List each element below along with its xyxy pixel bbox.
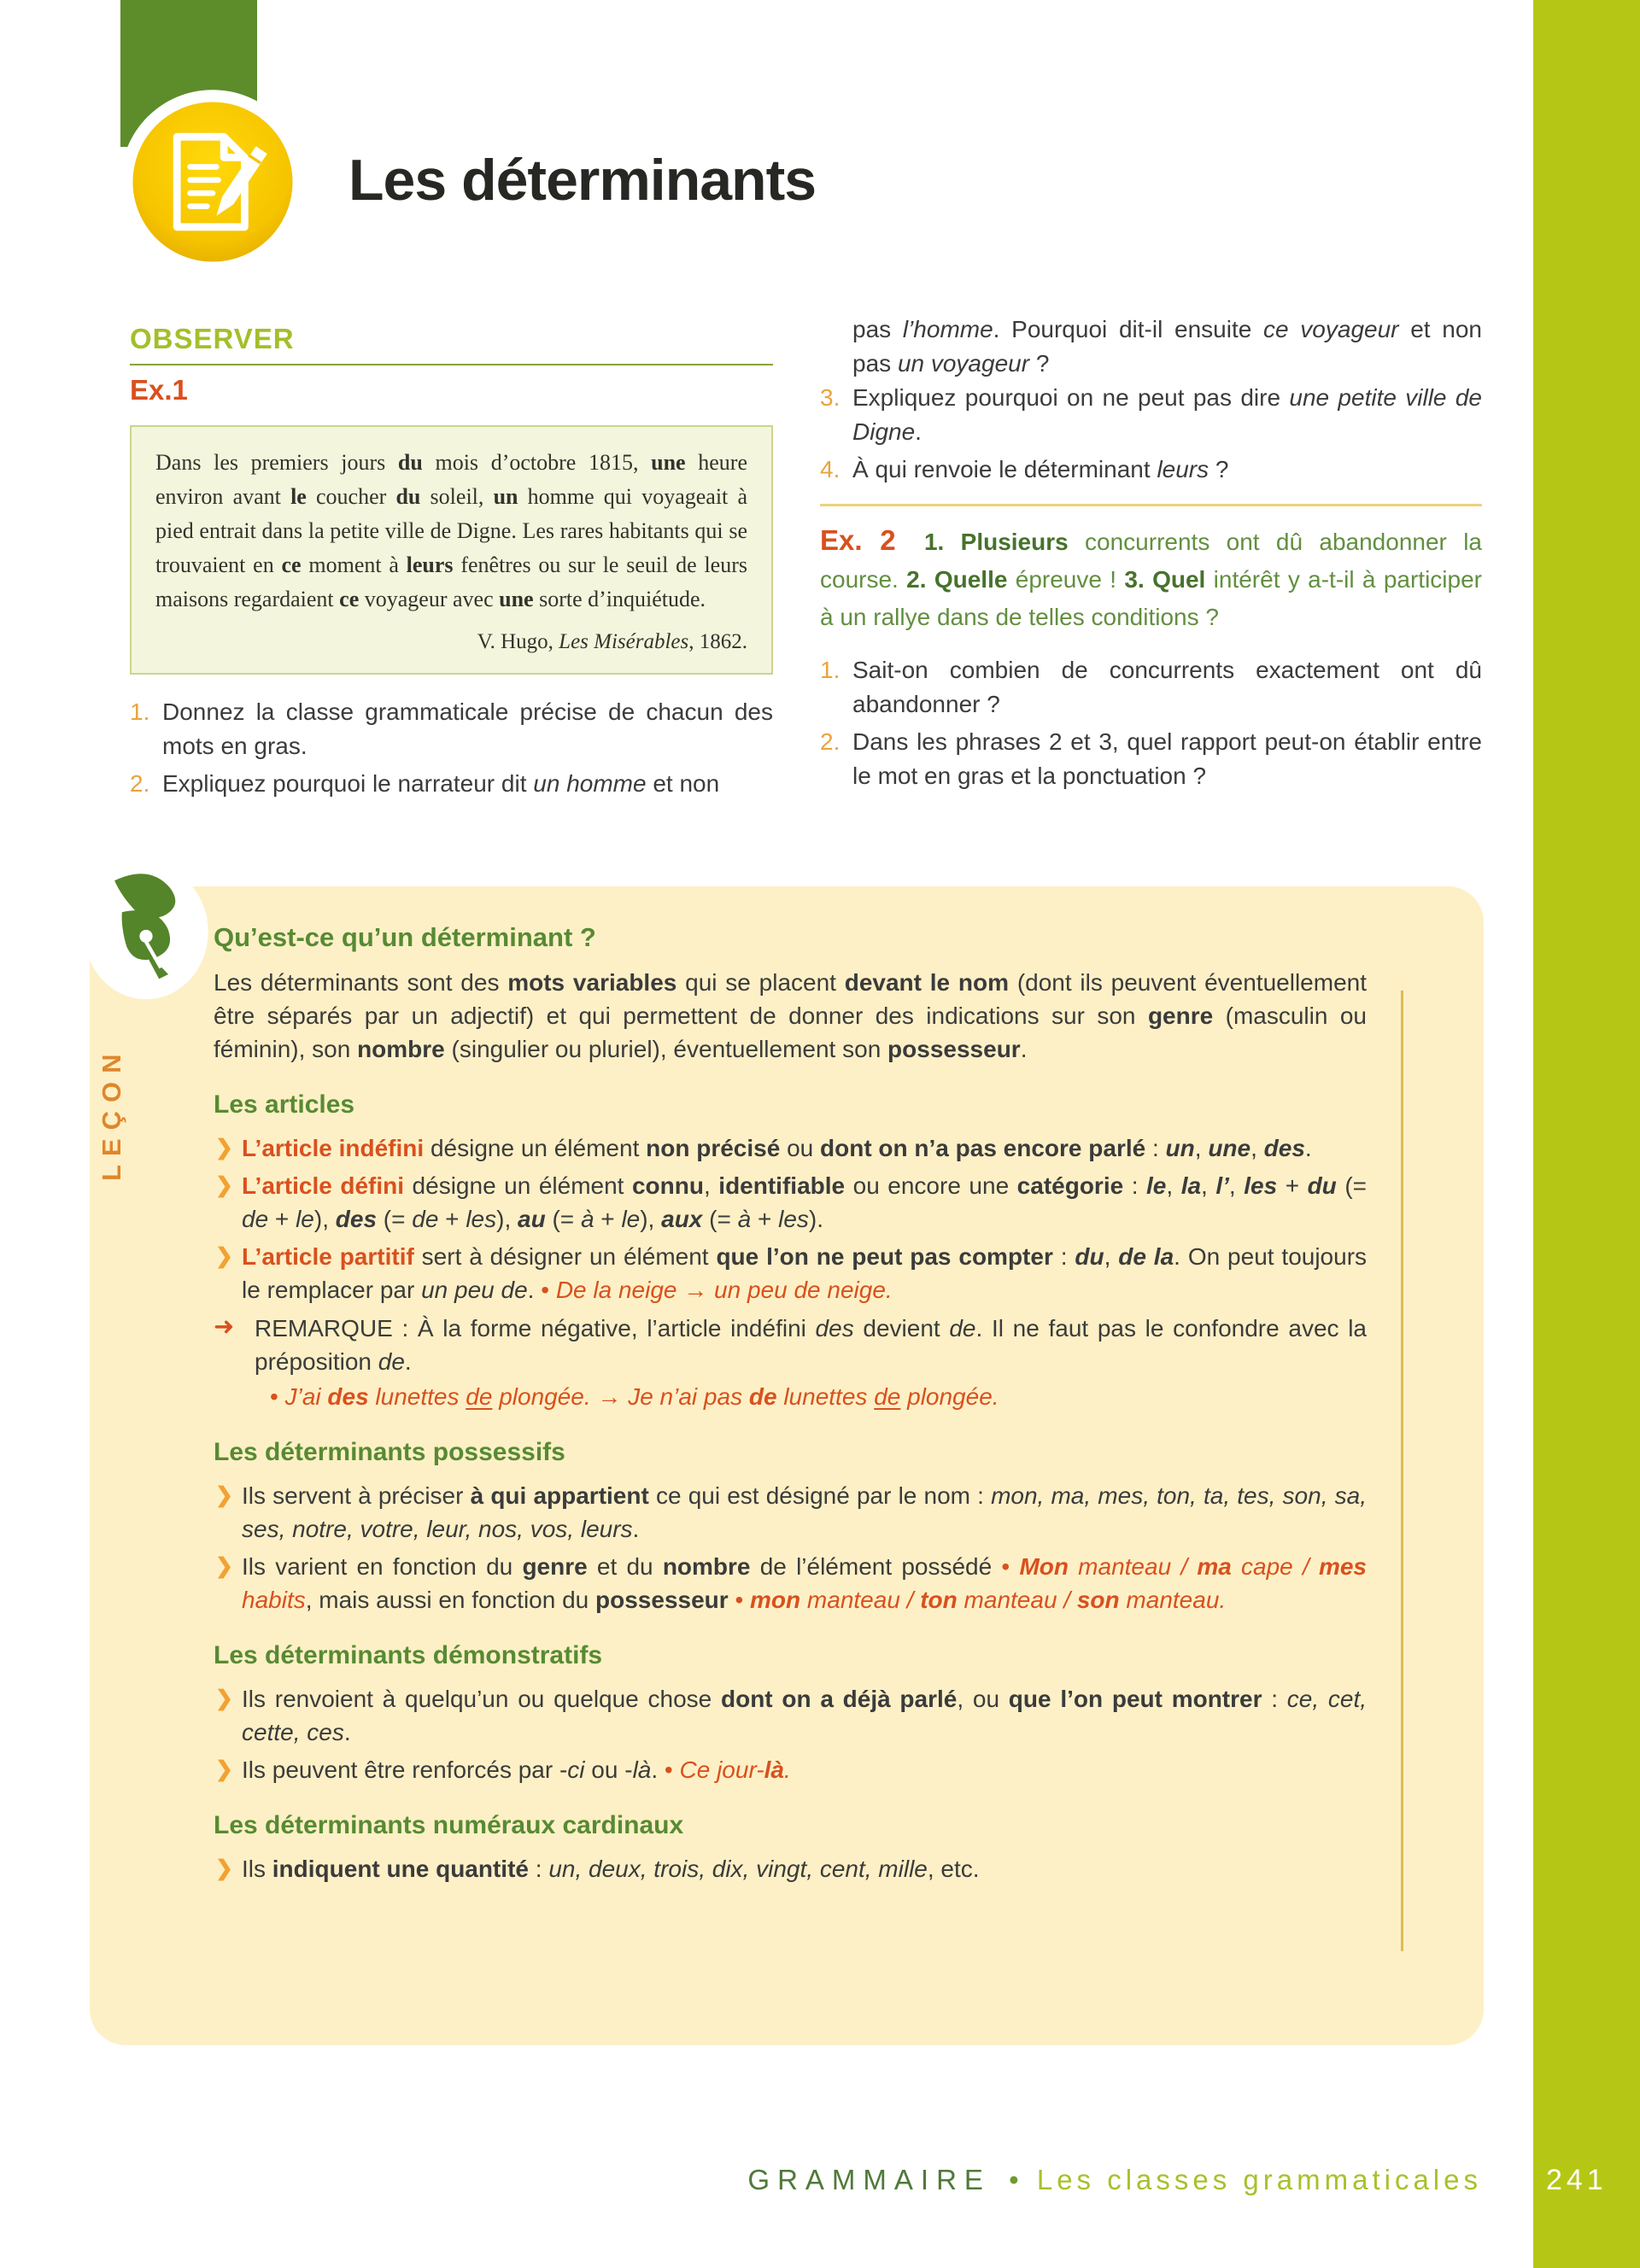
exercise-2-questions (820, 653, 1482, 793)
remark-text: REMARQUE : À la forme négative, l’article indéfini des devient de. Il ne faut pas le confondre avec la préposition de. (255, 1315, 1367, 1375)
lesson-tab-label: LEÇON (97, 1045, 126, 1181)
chevron-icon: ❯ (215, 1856, 233, 1880)
question-text: Donnez la classe grammaticale précise de chacun des mots en gras. (162, 699, 773, 759)
exercise-1-questions (130, 695, 773, 801)
arrow-icon: ➜ (214, 1313, 235, 1341)
exercise-2-label: Ex. 2 (820, 524, 896, 556)
bullet-text: Ils varient en fonction du genre et du nombre de l’élément possédé • Mon manteau / ma cape / mes habits, mais aussi en fonction du possesseur • mon manteau / ton manteau / son manteau. (242, 1553, 1367, 1613)
lesson-right-rule (1401, 991, 1403, 1951)
literary-excerpt-box (130, 425, 773, 675)
lesson-bullet (214, 1550, 1367, 1616)
question-number: 2. (130, 770, 150, 797)
question-text: À qui renvoie le déterminant leurs ? (852, 456, 1229, 482)
lesson-remark (214, 1312, 1367, 1378)
lesson-bullet (214, 1682, 1367, 1749)
bullet-text: Ils peuvent être renforcés par -ci ou -là. • Ce jour-là. (242, 1757, 791, 1783)
chevron-icon: ❯ (215, 1244, 233, 1268)
exercise-1-label: Ex.1 (130, 374, 188, 406)
question-item (820, 725, 1482, 793)
footer-subsection: Les classes grammaticales (1036, 2164, 1482, 2195)
bullet-text: L’article indéfini désigne un élément non précisé ou dont on n’a pas encore parlé : un, une, des. (242, 1135, 1312, 1161)
right-column (820, 313, 1482, 797)
bullet-text: L’article défini désigne un élément connu, identifiable ou encore une catégorie : le, la, l’, les + du (= de + le), des (= de + les), au (= à + le), aux (= à + les). (242, 1172, 1367, 1232)
remark-example: • J’ai des lunettes de plongée. → Je n’ai pas de lunettes de plongée. (270, 1383, 999, 1410)
footer-section: GRAMMAIRE (747, 2164, 991, 2195)
chevron-icon: ❯ (215, 1554, 233, 1578)
lesson-intro: Les déterminants sont des mots variables qui se placent devant le nom (dont ils peuvent éventuellement être séparés par un adjectif) et qui permettent de donner des indications sur son genre (masculin ou féminin), son nombre (singulier ou pluriel), éventuellement son possesseur. (214, 969, 1367, 1062)
lesson-bullet (214, 1131, 1367, 1165)
question-item (820, 381, 1482, 449)
lesson-bullet (214, 1240, 1367, 1306)
page-footer (747, 2164, 1482, 2196)
question-number: 1. (820, 657, 840, 683)
bullet-text: L’article partitif sert à désigner un élément que l’on ne peut pas compter : du, de la. On peut toujours le remplacer par un peu de. • De la neige → un peu de neige. (242, 1243, 1368, 1303)
bullet-text: Ils servent à préciser à qui appartient ce qui est désigné par le nom : mon, ma, mes, ton, ta, tes, son, sa, ses, notre, votre, leur, nos, vos, leurs. (242, 1482, 1367, 1542)
exercise-2-sentences (820, 522, 1482, 636)
question-number: 1. (130, 699, 150, 725)
question-text: Dans les phrases 2 et 3, quel rapport peut-on établir entre le mot en gras et la ponctuation ? (852, 728, 1482, 789)
section-heading-demonstratifs: Les déterminants démonstratifs (214, 1641, 603, 1669)
chevron-icon: ❯ (215, 1483, 233, 1507)
lesson-bullet (214, 1852, 1367, 1885)
question-text: Expliquez pourquoi le narrateur dit un homme et non (162, 770, 720, 797)
question-2-continuation: pas l’homme. Pourquoi dit-il ensuite ce voyageur et non pas un voyageur ? (852, 316, 1482, 377)
page-title: Les déterminants (348, 148, 817, 213)
excerpt-text: Dans les premiers jours du mois d’octobre 1815, une heure environ avant le coucher du soleil, un homme qui voyageait à pied entrait dans la petite ville de Digne. Les rares habitants qui se trouvaient en ce moment à leurs fenêtres ou sur le seuil de leurs maisons regardaient ce voyageur avec une sorte d’inquiétude. (155, 450, 748, 611)
footer-bullet-icon: • (1009, 2164, 1019, 2195)
excerpt-attribution: V. Hugo, Les Misérables, 1862. (477, 630, 747, 653)
question-text: Expliquez pourquoi on ne peut pas dire une petite ville de Digne. (852, 384, 1482, 445)
lesson-bullet (214, 1169, 1367, 1236)
section-heading-articles: Les articles (214, 1090, 355, 1119)
question-item (130, 695, 773, 763)
section-divider (820, 504, 1482, 506)
lesson-content (214, 921, 1367, 1890)
lesson-panel (90, 886, 1484, 2045)
section-heading-possessifs: Les déterminants possessifs (214, 1438, 565, 1466)
lesson-bullet (214, 1479, 1367, 1546)
left-column (130, 323, 773, 804)
question-item (820, 653, 1482, 722)
observer-heading: OBSERVER (130, 323, 773, 365)
question-item (130, 767, 773, 801)
question-number: 3. (820, 384, 840, 411)
question-item (820, 453, 1482, 487)
page-edge-bar (1533, 0, 1640, 2268)
question-number: 4. (820, 456, 840, 482)
section-heading-numeraux: Les déterminants numéraux cardinaux (214, 1811, 684, 1839)
question-text: Sait-on combien de concurrents exactement ont dû abandonner ? (852, 657, 1482, 717)
exercise-1-questions-continued (820, 381, 1482, 487)
lesson-bullet (214, 1753, 1367, 1786)
exercise-2-text: 1. Plusieurs concurrents ont dû abandonner la course. 2. Quelle épreuve ! 3. Quel intérêt y a-t-il à participer à un rallye dans de telles conditions ? (820, 529, 1482, 630)
lesson-heading: Qu’est-ce qu’un déterminant ? (214, 922, 596, 952)
question-number: 2. (820, 728, 840, 755)
chevron-icon: ❯ (215, 1136, 233, 1160)
chevron-icon: ❯ (215, 1757, 233, 1781)
bullet-text: Ils indiquent une quantité : un, deux, trois, dix, vingt, cent, mille, etc. (242, 1856, 980, 1882)
bullet-text: Ils renvoient à quelqu’un ou quelque chose dont on a déjà parlé, ou que l’on peut montrer : ce, cet, cette, ces. (242, 1686, 1368, 1745)
page-number: 241 (1546, 2164, 1608, 2196)
chevron-icon: ❯ (215, 1686, 233, 1710)
document-pencil-icon (119, 88, 307, 276)
chevron-icon: ❯ (215, 1173, 233, 1197)
